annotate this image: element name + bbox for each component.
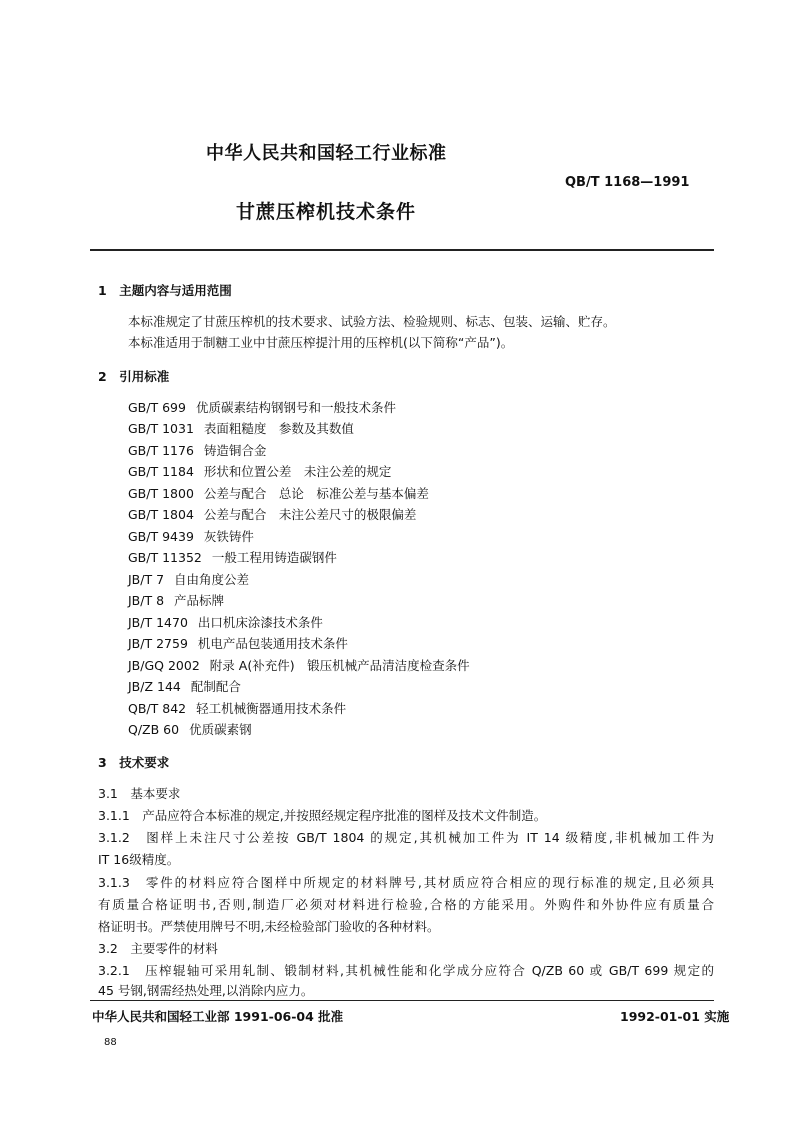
section-1-paragraph-2: 本标准适用于制糖工业中甘蔗压榨提汁用的压榨机(以下简称“产品”)。: [128, 335, 514, 350]
reference-item: [128, 570, 249, 588]
reference-title: 配制配合: [190, 679, 241, 694]
reference-code: JB/Z 144: [128, 679, 181, 694]
reference-title: 灰铁铸件: [203, 529, 254, 544]
reference-code: GB/T 1804: [128, 507, 194, 522]
clause-3-1-3-line-1: 3.1.3 零件的材料应符合图样中所规定的材料牌号,其材质应符合相应的现行标准的规定,且必须具: [98, 875, 714, 890]
reference-title: 机电产品包装通用技术条件: [197, 636, 348, 651]
section-2-heading: 2 引用标准: [98, 369, 170, 384]
reference-code: QB/T 842: [128, 701, 187, 716]
reference-item: [128, 634, 348, 652]
reference-code: GB/T 699: [128, 400, 186, 415]
clause-3-1-2-line-1: 3.1.2 图样上未注尺寸公差按 GB/T 1804 的规定,其机械加工件为 IT 14 级精度,非机械加工件为: [98, 830, 714, 845]
reference-title: 一般工程用铸造碳钢件: [211, 550, 337, 565]
reference-item: [128, 699, 346, 717]
reference-title: 形状和位置公差 未注公差的规定: [203, 464, 392, 479]
approval-statement: 中华人民共和国轻工业部 1991-06-04 批准: [92, 1009, 344, 1024]
effective-date: 1992-01-01 实施: [620, 1009, 730, 1024]
reference-title: 自由角度公差: [174, 572, 250, 587]
section-1-paragraph-1: 本标准规定了甘蔗压榨机的技术要求、试验方法、检验规则、标志、包装、运输、贮存。: [128, 314, 616, 329]
reference-item: [128, 591, 224, 609]
reference-title: 铸造铜合金: [203, 443, 267, 458]
document-title: 甘蔗压榨机技术条件: [236, 201, 417, 223]
subsection-3-2-heading: 3.2 主要零件的材料: [98, 941, 218, 956]
footer-divider: [90, 1000, 714, 1001]
reference-code: JB/T 2759: [128, 636, 188, 651]
reference-item: [128, 462, 391, 480]
section-1-heading: 1 主题内容与适用范围: [98, 283, 232, 298]
reference-code: JB/T 7: [128, 572, 165, 587]
clause-3-1-2-line-2: IT 16级精度。: [98, 852, 180, 867]
reference-item: [128, 419, 354, 437]
clause-3-2-1-line-2: 45 号钢,钢需经热处理,以消除内应力。: [98, 983, 314, 998]
reference-item: [128, 505, 416, 523]
reference-code: Q/ZB 60: [128, 722, 180, 737]
reference-item: [128, 656, 470, 674]
reference-title: 轻工机械衡器通用技术条件: [196, 701, 347, 716]
reference-item: [128, 720, 252, 738]
reference-code: GB/T 1184: [128, 464, 194, 479]
reference-item: [128, 613, 323, 631]
reference-item: [128, 548, 337, 566]
clause-3-1-3-line-3: 格证明书。严禁使用牌号不明,未经检验部门验收的各种材料。: [98, 919, 440, 934]
standard-code: QB/T 1168—1991: [565, 175, 690, 190]
reference-item: [128, 484, 429, 502]
reference-title: 附录 A(补充件) 锻压机械产品清洁度检查条件: [209, 658, 470, 673]
reference-title: 公差与配合 未注公差尺寸的极限偏差: [203, 507, 417, 522]
clause-3-2-1-line-1: 3.2.1 压榨辊轴可采用轧制、锻制材料,其机械性能和化学成分应符合 Q/ZB 60 或 GB/T 699 规定的: [98, 963, 714, 978]
reference-title: 出口机床涂漆技术条件: [197, 615, 323, 630]
issuing-organization: 中华人民共和国轻工行业标准: [206, 143, 447, 164]
reference-title: 表面粗糙度 参数及其数值: [203, 421, 354, 436]
section-3-heading: 3 技术要求: [98, 755, 170, 770]
reference-title: 公差与配合 总论 标准公差与基本偏差: [203, 486, 429, 501]
reference-code: GB/T 1176: [128, 443, 194, 458]
reference-code: GB/T 1800: [128, 486, 194, 501]
reference-code: JB/T 8: [128, 593, 165, 608]
clause-3-1-3-line-2: 有质量合格证明书,否则,制造厂必须对材料进行检验,合格的方能采用。外购件和外协件应有质量合: [98, 897, 714, 912]
reference-title: 优质碳素钢: [189, 722, 252, 737]
page-number: 88: [104, 1037, 117, 1048]
reference-item: [128, 398, 396, 416]
reference-item: [128, 677, 241, 695]
header-divider: [90, 249, 714, 251]
reference-code: JB/T 1470: [128, 615, 188, 630]
reference-code: GB/T 11352: [128, 550, 202, 565]
reference-code: GB/T 1031: [128, 421, 194, 436]
reference-item: [128, 527, 254, 545]
clause-3-1-1: 3.1.1 产品应符合本标准的规定,并按照经规定程序批准的图样及技术文件制造。: [98, 808, 547, 823]
reference-code: JB/GQ 2002: [128, 658, 200, 673]
reference-code: GB/T 9439: [128, 529, 194, 544]
reference-title: 产品标牌: [174, 593, 225, 608]
reference-item: [128, 441, 266, 459]
subsection-3-1-heading: 3.1 基本要求: [98, 786, 181, 801]
reference-title: 优质碳素结构钢钢号和一般技术条件: [195, 400, 396, 415]
